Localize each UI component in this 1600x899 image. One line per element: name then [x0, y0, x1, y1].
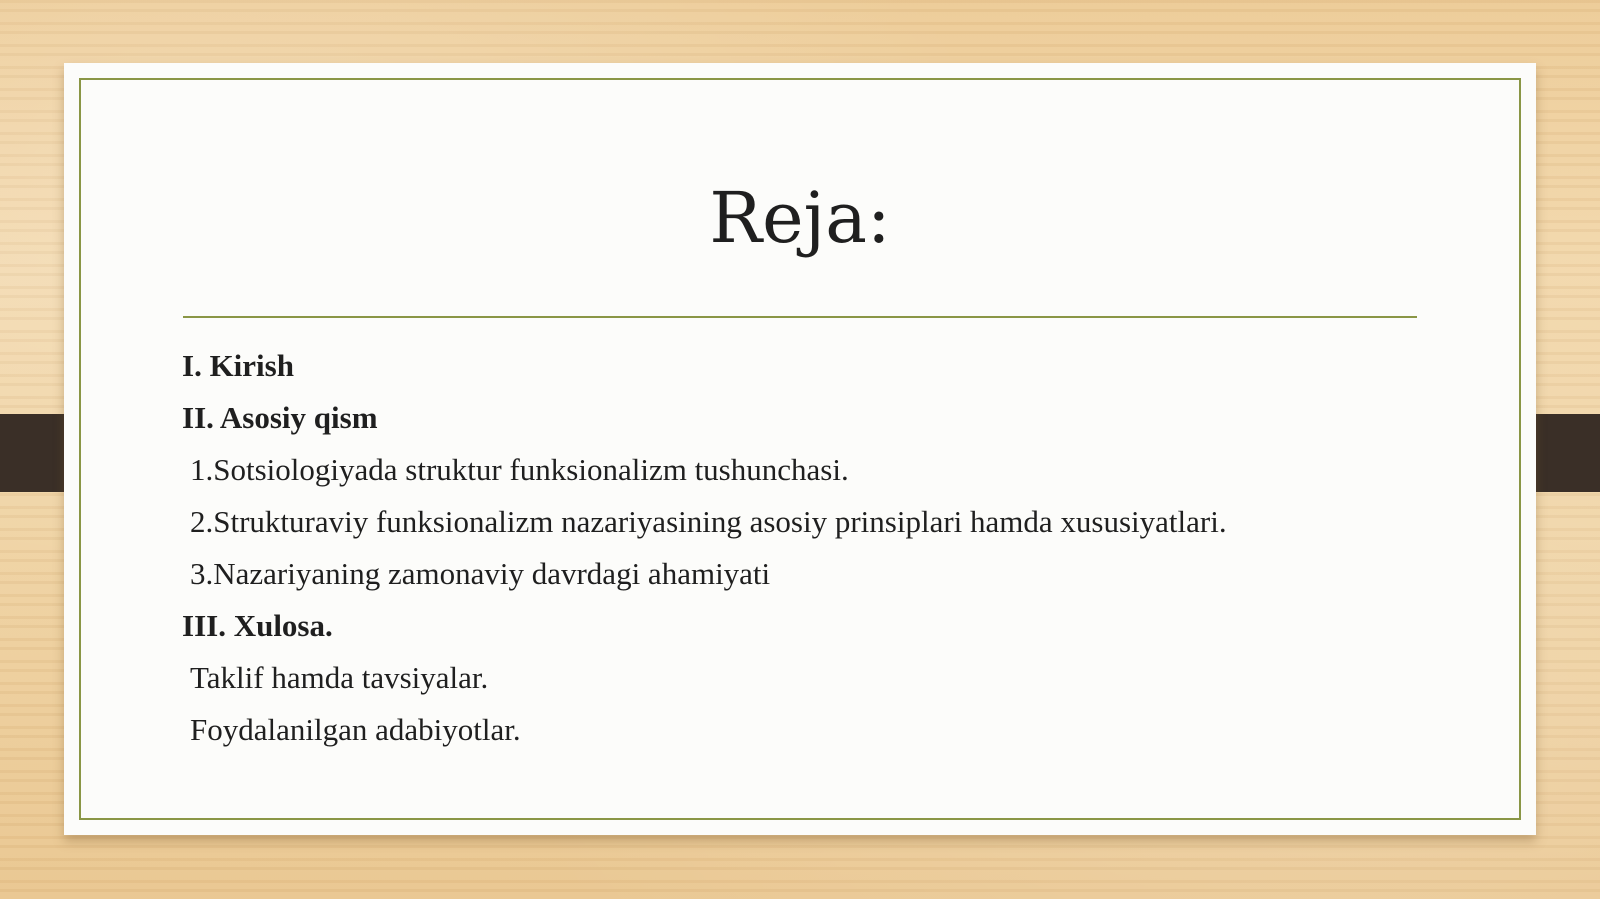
outline-subitem-1: 1.Sotsiologiyada struktur funksionalizm tushunchasi. — [190, 452, 849, 487]
outline-item-kirish: I. Kirish — [182, 348, 294, 383]
outline-subitem-2: 2.Strukturaviy funksionalizm nazariyasining asosiy prinsiplari hamda xususiyatlari. — [190, 504, 1227, 539]
outline-item-taklif: Taklif hamda tavsiyalar. — [190, 660, 489, 695]
title-divider — [183, 316, 1417, 318]
outline-item-xulosa: III. Xulosa. — [182, 608, 333, 643]
outline-item-adabiyotlar: Foydalanilgan adabiyotlar. — [190, 712, 521, 747]
plan-outline — [182, 340, 1432, 756]
outline-subitem-3: 3.Nazariyaning zamonaviy davrdagi ahamiyati — [190, 556, 771, 591]
slide-title: Reja: — [709, 177, 891, 259]
outline-item-asosiy-qism: II. Asosiy qism — [182, 400, 378, 435]
